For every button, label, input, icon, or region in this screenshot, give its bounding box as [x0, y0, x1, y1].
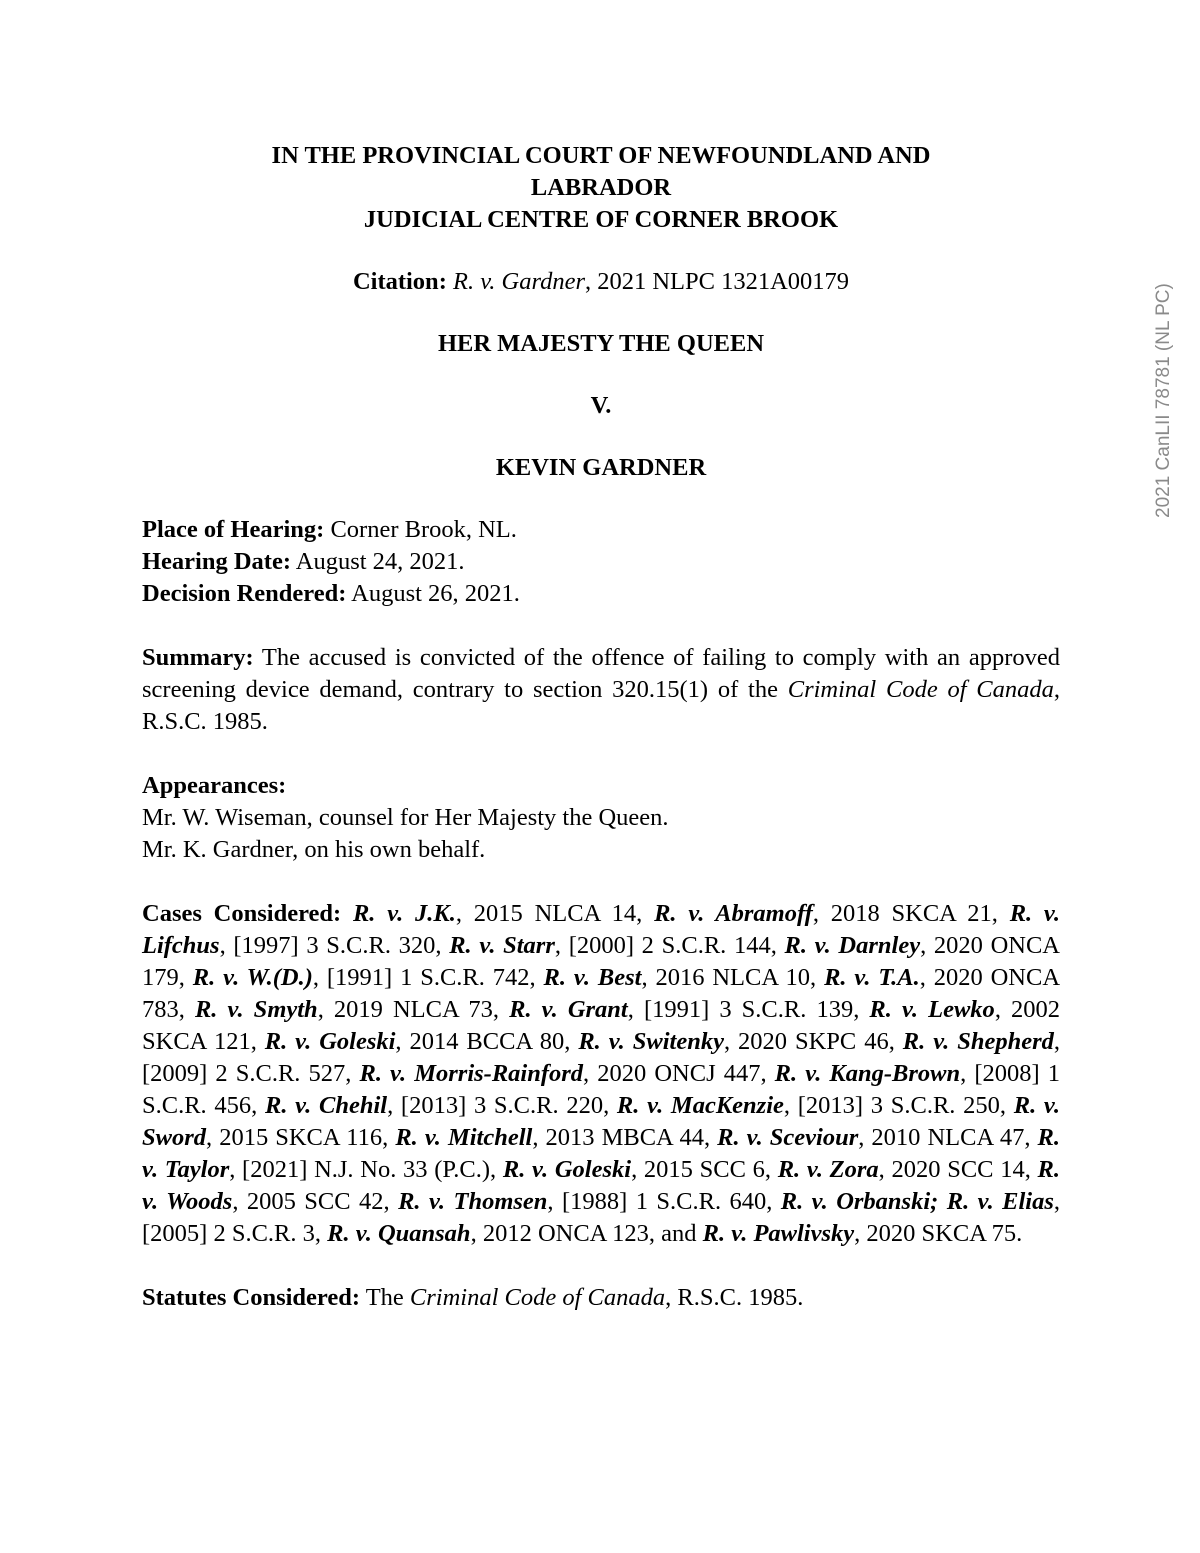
- case-name: [903, 1028, 1054, 1055]
- case-citation: , 2016 NLCA 10,: [641, 964, 825, 991]
- case-citation: , [2013] 3 S.C.R. 220,: [387, 1092, 617, 1119]
- case-name-text: R. v. Smyth: [194, 996, 318, 1023]
- case-citation: , [1991] 1 S.C.R. 742,: [312, 964, 544, 991]
- case-name-text: R. v. Chehil: [265, 1092, 388, 1119]
- case-name: [327, 1220, 470, 1247]
- case-name-text: R. v. Taylor: [142, 1124, 1061, 1183]
- cases-considered: [142, 898, 1060, 1250]
- case-name-text: R. v. Shepherd: [902, 1028, 1054, 1055]
- case-citation: , 2018 SKCA 21,: [812, 900, 1010, 927]
- case-name-text: R. v. Thomsen: [398, 1188, 548, 1215]
- case-name-text: R. v. Grant: [509, 996, 628, 1023]
- appearances-label: Appearances:: [142, 772, 287, 799]
- case-citation: , 2015 SCC 6,: [631, 1156, 778, 1183]
- case-citation: , 2013 MBCA 44,: [532, 1124, 718, 1151]
- case-name: [359, 1060, 583, 1087]
- case-name-text: R. v. Quansah: [327, 1220, 471, 1247]
- case-citation: , 2012 ONCA 123, and: [470, 1220, 703, 1247]
- case-name: [353, 900, 456, 927]
- plaintiff: HER MAJESTY THE QUEEN: [437, 330, 765, 357]
- case-name-text: R. v. Lewko: [869, 996, 995, 1023]
- case-citation: , 2014 BCCA 80,: [395, 1028, 579, 1055]
- case-name-text: R. v. Sword: [142, 1092, 1061, 1151]
- summary-text: The accused is convicted of the offence of failing to comply with an approved screening device demand, contrary to section 320.15(1) of the: [142, 644, 1060, 703]
- case-citation: , 2010 NLCA 47,: [858, 1124, 1038, 1151]
- case-name: [195, 996, 318, 1023]
- summary: [142, 642, 1060, 738]
- appearances: [142, 770, 1060, 866]
- court-header: [142, 140, 1060, 236]
- case-name-text: R. v. Orbanski; R. v. Elias: [780, 1188, 1054, 1215]
- case-name: [785, 932, 921, 959]
- case-citation: , [2013] 3 S.C.R. 250,: [783, 1092, 1014, 1119]
- case-citation: , 2020 SCC 14,: [878, 1156, 1038, 1183]
- decision-value: August 26, 2021.: [346, 580, 520, 607]
- decision-label: Decision Rendered:: [142, 580, 347, 607]
- case-name: [544, 964, 642, 991]
- case-citation: , [2000] 2 S.C.R. 144,: [554, 932, 785, 959]
- appearance-accused: Mr. K. Gardner, on his own behalf.: [142, 836, 486, 863]
- statutes-considered: [142, 1282, 1060, 1314]
- hearing-details: [142, 514, 1060, 610]
- case-citation: , 2020 ONCA 179,: [142, 932, 1060, 991]
- case-name-text: R. v. Morris-Rainford: [359, 1060, 584, 1087]
- case-name-text: R. v. Zora: [777, 1156, 879, 1183]
- case-name: [395, 1124, 532, 1151]
- statutes-cite: , R.S.C. 1985.: [665, 1284, 804, 1311]
- defendant: KEVIN GARDNER: [495, 454, 707, 481]
- hearing-date: [142, 546, 1060, 578]
- case-name-text: R. v. Goleski: [502, 1156, 632, 1183]
- case-name: [578, 1028, 724, 1055]
- statutes-label: Statutes Considered:: [142, 1284, 361, 1311]
- case-name-text: R. v. T.A.: [824, 964, 920, 991]
- case-citation: , 2020 ONCJ 447,: [583, 1060, 775, 1087]
- case-citation: , 2002 SKCA 121,: [142, 996, 1061, 1055]
- case-citation: , [2005] 2 S.C.R. 3,: [142, 1188, 1060, 1247]
- case-name: [775, 1060, 960, 1087]
- case-citation: , 2005 SCC 42,: [232, 1188, 399, 1215]
- case-name-text: R. v. Starr: [449, 932, 555, 959]
- statutes-statute: Criminal Code of Canada: [409, 1284, 666, 1311]
- case-citation: , [2009] 2 S.C.R. 527,: [142, 1028, 1061, 1087]
- case-name-text: R. v. Kang-Brown: [774, 1060, 961, 1087]
- case-citation: , [1997] 3 S.C.R. 320,: [219, 932, 450, 959]
- summary-label: Summary:: [142, 644, 254, 671]
- case-name: [398, 1188, 547, 1215]
- decision-rendered: [142, 578, 1060, 610]
- case-name-text: R. v. Pawlivsky: [702, 1220, 855, 1247]
- place-of-hearing: [142, 514, 1060, 546]
- case-name: [717, 1124, 858, 1151]
- place-label: Place of Hearing:: [142, 516, 325, 543]
- case-citation: , 2020 ONCA 783,: [142, 964, 1061, 1023]
- case-citation: , [2021] N.J. No. 33 (P.C.),: [229, 1156, 503, 1183]
- case-name-text: R. v. J.K.: [352, 900, 456, 927]
- case-name: [703, 1220, 855, 1247]
- case-name: [824, 964, 920, 991]
- place-value: Corner Brook, NL.: [324, 516, 517, 543]
- case-name-text: R. v. MacKenzie: [616, 1092, 784, 1119]
- cases-label: Cases Considered:: [142, 900, 342, 927]
- case-name: [449, 932, 555, 959]
- citation-number: , 2021 NLPC 1321A00179: [584, 268, 850, 295]
- case-citation: , [1991] 3 S.C.R. 139,: [627, 996, 870, 1023]
- case-citation: , 2015 NLCA 14,: [455, 900, 655, 927]
- court-name-line2: LABRADOR: [530, 174, 672, 201]
- case-name-text: R. v. Goleski: [264, 1028, 396, 1055]
- case-name-text: R. v. Best: [543, 964, 642, 991]
- hearing-date-value: August 24, 2021.: [291, 548, 465, 575]
- citation: [142, 266, 1060, 298]
- case-name: [869, 996, 994, 1023]
- case-name: [265, 1092, 387, 1119]
- case-name-text: R. v. Lifchus: [142, 900, 1061, 959]
- case-name-text: R. v. Mitchell: [395, 1124, 533, 1151]
- case-name-text: R. v. Switenky: [578, 1028, 724, 1055]
- case-name: [503, 1156, 631, 1183]
- case-name: [781, 1188, 1054, 1215]
- case-citation: , 2020 SKPC 46,: [723, 1028, 903, 1055]
- case-name: [193, 964, 313, 991]
- appearance-crown: Mr. W. Wiseman, counsel for Her Majesty the Queen.: [142, 804, 669, 831]
- court-name-line1: IN THE PROVINCIAL COURT OF NEWFOUNDLAND AND: [271, 142, 931, 169]
- case-citation: , 2015 SKCA 116,: [206, 1124, 396, 1151]
- canlii-watermark: 2021 CanLII 78781 (NL PC): [1153, 283, 1174, 518]
- case-name: [778, 1156, 879, 1183]
- summary-statute-cite: , R.S.C. 1985.: [142, 676, 1061, 735]
- case-citation: , [2008] 1 S.C.R. 456,: [142, 1060, 1060, 1119]
- case-name-text: R. v. Woods: [142, 1156, 1061, 1215]
- case-name-text: R. v. Sceviour: [717, 1124, 859, 1151]
- case-name: [509, 996, 628, 1023]
- hearing-date-label: Hearing Date:: [142, 548, 291, 575]
- case-citation: , 2019 NLCA 73,: [317, 996, 510, 1023]
- case-citation: , 2020 SKCA 75.: [854, 1220, 1023, 1247]
- case-name-text: R. v. Darnley: [784, 932, 921, 959]
- case-name: [265, 1028, 396, 1055]
- statutes-prefix: The: [360, 1284, 410, 1311]
- judicial-centre: JUDICIAL CENTRE OF CORNER BROOK: [363, 206, 839, 233]
- case-name-text: R. v. W.(D.): [192, 964, 313, 991]
- case-name: [617, 1092, 784, 1119]
- summary-statute: Criminal Code of Canada: [787, 676, 1054, 703]
- case-citation: , [1988] 1 S.C.R. 640,: [547, 1188, 781, 1215]
- judgment-page: [142, 140, 1060, 1314]
- case-name: [654, 900, 813, 927]
- case-name-text: R. v. Abramoff: [654, 900, 813, 927]
- citation-label: Citation:: [352, 268, 447, 295]
- citation-case-name: R. v. Gardner: [452, 268, 585, 295]
- versus: V.: [590, 392, 612, 419]
